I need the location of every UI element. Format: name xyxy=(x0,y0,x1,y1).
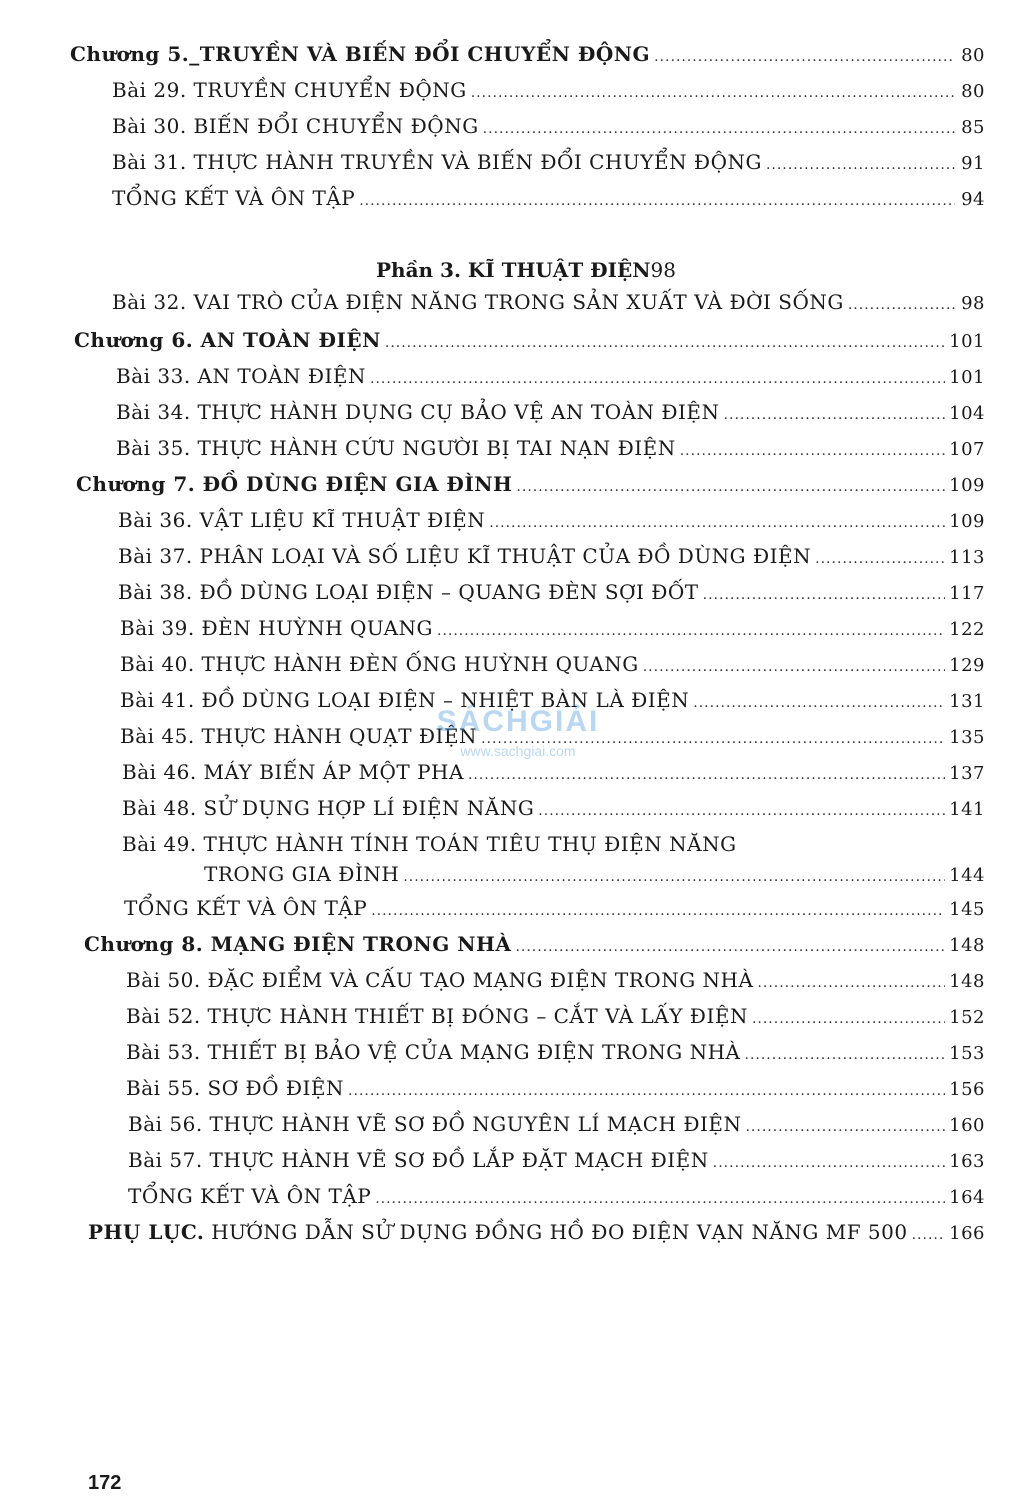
leader-dots xyxy=(680,443,945,459)
toc-page-number: 101 xyxy=(949,331,985,352)
leader-dots xyxy=(752,1011,945,1027)
leader-dots xyxy=(371,903,945,919)
leader-dots xyxy=(489,515,945,531)
toc-page-number: 166 xyxy=(949,1223,985,1244)
toc-entry-title: Bài 56. THỰC HÀNH VẼ SƠ ĐỒ NGUYÊN LÍ MẠCH ĐIỆN xyxy=(128,1112,742,1136)
toc-lesson-entry[interactable] xyxy=(116,400,985,424)
toc-chapter-entry[interactable] xyxy=(74,328,985,352)
leader-dots xyxy=(815,551,945,567)
toc-entry-title: Bài 37. PHÂN LOẠI VÀ SỐ LIỆU KĨ THUẬT CỦA ĐỒ DÙNG ĐIỆN xyxy=(118,544,812,568)
leader-dots xyxy=(724,407,946,423)
toc-page-number: 163 xyxy=(949,1151,985,1172)
toc-page-number: 160 xyxy=(949,1115,985,1136)
toc-lesson-entry[interactable] xyxy=(112,290,985,314)
toc-entry-prefix: PHỤ LỤC. xyxy=(88,1220,205,1244)
toc-page-number: 145 xyxy=(949,899,985,920)
toc-entry-title: Bài 45. THỰC HÀNH QUẠT ĐIỆN xyxy=(120,724,478,748)
leader-dots xyxy=(483,121,955,137)
toc-chapter-entry[interactable] xyxy=(70,42,985,66)
part-heading-title: Phần 3. KĨ THUẬT ĐIỆN xyxy=(376,258,651,282)
toc-lesson-entry[interactable] xyxy=(126,1076,985,1100)
toc-page-number: 113 xyxy=(949,547,985,568)
leader-dots xyxy=(745,1047,946,1063)
leader-dots xyxy=(516,479,945,495)
leader-dots xyxy=(912,1227,946,1243)
watermark-url: www.sachgiai.com xyxy=(460,743,576,759)
leader-dots xyxy=(766,157,955,173)
leader-dots xyxy=(348,1083,945,1099)
toc-page-number: 91 xyxy=(961,153,985,174)
leader-dots xyxy=(403,869,945,885)
toc-page-number: 109 xyxy=(949,475,985,496)
toc-page-number: 109 xyxy=(949,511,985,532)
toc-lesson-entry[interactable] xyxy=(124,896,985,920)
toc-lesson-entry[interactable] xyxy=(118,544,985,568)
toc-page-number: 137 xyxy=(949,763,985,784)
toc-entry-title: Bài 31. THỰC HÀNH TRUYỀN VÀ BIẾN ĐỔI CHUYỂN ĐỘNG xyxy=(112,150,762,174)
toc-page-number: 117 xyxy=(949,583,985,604)
toc-lesson-entry[interactable] xyxy=(120,652,985,676)
toc-entry-title: Bài 52. THỰC HÀNH THIẾT BỊ ĐÓNG – CẮT VÀ LẤY ĐIỆN xyxy=(126,1004,748,1028)
toc-entry-title-text: ĐỒ DÙNG ĐIỆN GIA ĐÌNH xyxy=(195,472,513,496)
toc-entry-title xyxy=(76,472,512,496)
toc-lesson-entry[interactable] xyxy=(126,968,985,992)
watermark-logo: SÁCHGIẢI xyxy=(436,705,600,738)
toc-page-number: 129 xyxy=(949,655,985,676)
toc-lesson-entry[interactable] xyxy=(116,436,985,460)
toc-page-number: 148 xyxy=(949,935,985,956)
leader-dots xyxy=(848,297,955,313)
toc-entry-title-text: AN TOÀN ĐIỆN xyxy=(193,328,381,352)
leader-dots xyxy=(437,623,945,639)
part-heading xyxy=(376,258,676,282)
toc-page-number: 152 xyxy=(949,1007,985,1028)
toc-entry-prefix: Chương 7. xyxy=(76,472,196,496)
leader-dots xyxy=(643,659,945,675)
toc-chapter-entry[interactable] xyxy=(84,932,985,956)
toc-entry-title: Bài 32. VAI TRÒ CỦA ĐIỆN NĂNG TRONG SẢN XUẤT VÀ ĐỜI SỐNG xyxy=(112,290,844,314)
toc-lesson-entry[interactable] xyxy=(126,1004,985,1028)
toc-entry-title xyxy=(88,1220,908,1244)
toc-entry-title: Bài 34. THỰC HÀNH DỤNG CỤ BẢO VỆ AN TOÀN ĐIỆN xyxy=(116,400,720,424)
toc-lesson-entry[interactable] xyxy=(128,1184,985,1208)
toc-entry-title: Bài 29. TRUYỀN CHUYỂN ĐỘNG xyxy=(112,78,467,102)
toc-page-number: 141 xyxy=(949,799,985,820)
toc-page-number: 80 xyxy=(961,45,985,66)
toc-entry-title: TỔNG KẾT VÀ ÔN TẬP xyxy=(128,1184,372,1208)
watermark xyxy=(418,705,618,795)
toc-lesson-entry[interactable] xyxy=(126,1040,985,1064)
toc-entry-title: Bài 40. THỰC HÀNH ĐÈN ỐNG HUỲNH QUANG xyxy=(120,652,639,676)
toc-entry-title xyxy=(70,42,650,66)
toc-entry-title: Bài 41. ĐỒ DÙNG LOẠI ĐIỆN – NHIỆT BÀN LÀ ĐIỆN xyxy=(120,688,690,712)
leader-dots xyxy=(359,193,955,209)
toc-entry-title xyxy=(74,328,381,352)
leader-dots xyxy=(375,1191,945,1207)
toc-page-number: 104 xyxy=(949,403,985,424)
toc-entry-title xyxy=(84,932,511,956)
leader-dots xyxy=(713,1155,945,1171)
toc-page-number: 80 xyxy=(961,81,985,102)
toc-lesson-entry[interactable] xyxy=(128,1148,985,1172)
leader-dots xyxy=(693,695,945,711)
leader-dots xyxy=(703,587,945,603)
toc-entry-prefix: Chương 8. xyxy=(84,932,204,956)
toc-page-number: 98 xyxy=(961,293,985,314)
toc-page-number: 85 xyxy=(961,117,985,138)
toc-entry-title: Bài 39. ĐÈN HUỲNH QUANG xyxy=(120,616,433,640)
toc-entry-title-text: _TRUYỀN VÀ BIẾN ĐỔI CHUYỂN ĐỘNG xyxy=(189,42,651,66)
toc-entry-title: TỔNG KẾT VÀ ÔN TẬP xyxy=(112,186,356,210)
toc-lesson-entry[interactable] xyxy=(112,114,985,138)
toc-page-number: 94 xyxy=(961,189,985,210)
toc-entry-title: Bài 50. ĐẶC ĐIỂM VÀ CẤU TẠO MẠNG ĐIỆN TRONG NHÀ xyxy=(126,968,754,992)
toc-lesson-entry[interactable] xyxy=(116,364,985,388)
toc-appendix-entry[interactable] xyxy=(88,1220,985,1244)
toc-entry-title: Bài 55. SƠ ĐỒ ĐIỆN xyxy=(126,1076,345,1100)
toc-lesson-entry[interactable] xyxy=(128,1112,985,1136)
leader-dots xyxy=(654,49,955,65)
toc-lesson-entry[interactable] xyxy=(118,508,985,532)
leader-dots xyxy=(538,803,945,819)
toc-lesson-entry-first-line[interactable]: Bài 49. THỰC HÀNH TÍNH TOÁN TIÊU THỤ ĐIỆN NĂNG xyxy=(122,832,737,856)
toc-entry-title: Bài 53. THIẾT BỊ BẢO VỆ CỦA MẠNG ĐIỆN TRONG NHÀ xyxy=(126,1040,741,1064)
part-heading-page: 98 xyxy=(650,258,676,282)
toc-entry-title: Bài 57. THỰC HÀNH VẼ SƠ ĐỒ LẮP ĐẶT MẠCH ĐIỆN xyxy=(128,1148,709,1172)
leader-dots xyxy=(370,371,945,387)
toc-page-number: 135 xyxy=(949,727,985,748)
leader-dots xyxy=(385,335,945,351)
toc-lesson-entry[interactable] xyxy=(118,580,985,604)
leader-dots xyxy=(745,1119,945,1135)
toc-lesson-entry[interactable] xyxy=(120,616,985,640)
toc-lesson-entry[interactable] xyxy=(122,796,985,820)
toc-entry-title: Bài 30. BIẾN ĐỔI CHUYỂN ĐỘNG xyxy=(112,114,479,138)
toc-entry-title: Bài 35. THỰC HÀNH CỨU NGƯỜI BỊ TAI NẠN ĐIỆN xyxy=(116,436,676,460)
toc-entry-title: Bài 38. ĐỒ DÙNG LOẠI ĐIỆN – QUANG ĐÈN SỢI ĐỐT xyxy=(118,580,699,604)
toc-entry-title-text: MẠNG ĐIỆN TRONG NHÀ xyxy=(203,932,512,956)
toc-page-number: 153 xyxy=(949,1043,985,1064)
toc-page-number: 101 xyxy=(949,367,985,388)
toc-page-number: 144 xyxy=(949,865,985,886)
toc-entry-title: Bài 48. SỬ DỤNG HỢP LÍ ĐIỆN NĂNG xyxy=(122,796,535,820)
toc-entry-prefix: Chương 6. xyxy=(74,328,194,352)
leader-dots xyxy=(515,939,945,955)
toc-entry-title: Bài 33. AN TOÀN ĐIỆN xyxy=(116,364,367,388)
toc-page-number: 131 xyxy=(949,691,985,712)
leader-dots xyxy=(757,975,945,991)
toc-lesson-entry[interactable] xyxy=(112,186,985,210)
toc-page-number: 148 xyxy=(949,971,985,992)
toc-entry-prefix: Chương 5. xyxy=(70,42,190,66)
toc-page-number: 156 xyxy=(949,1079,985,1100)
toc-entry-title: Bài 46. MÁY BIẾN ÁP MỘT PHA xyxy=(122,760,464,784)
toc-page-number: 122 xyxy=(949,619,985,640)
toc-entry-title: Bài 36. VẬT LIỆU KĨ THUẬT ĐIỆN xyxy=(118,508,486,532)
toc-entry-title: TRONG GIA ĐÌNH xyxy=(204,862,400,886)
toc-page-number: 107 xyxy=(949,439,985,460)
toc-entry-title: TỔNG KẾT VÀ ÔN TẬP xyxy=(124,896,368,920)
leader-dots xyxy=(471,85,955,101)
toc-lesson-entry[interactable] xyxy=(112,78,985,102)
toc-page-number: 164 xyxy=(949,1187,985,1208)
toc-chapter-entry[interactable] xyxy=(76,472,985,496)
toc-lesson-entry[interactable] xyxy=(204,862,985,886)
toc-entry-title-text: HƯỚNG DẪN SỬ DỤNG ĐỒNG HỒ ĐO ĐIỆN VẠN NĂNG MF 500 xyxy=(204,1220,908,1244)
toc-lesson-entry[interactable] xyxy=(112,150,985,174)
page-number: 172 xyxy=(88,1472,122,1494)
